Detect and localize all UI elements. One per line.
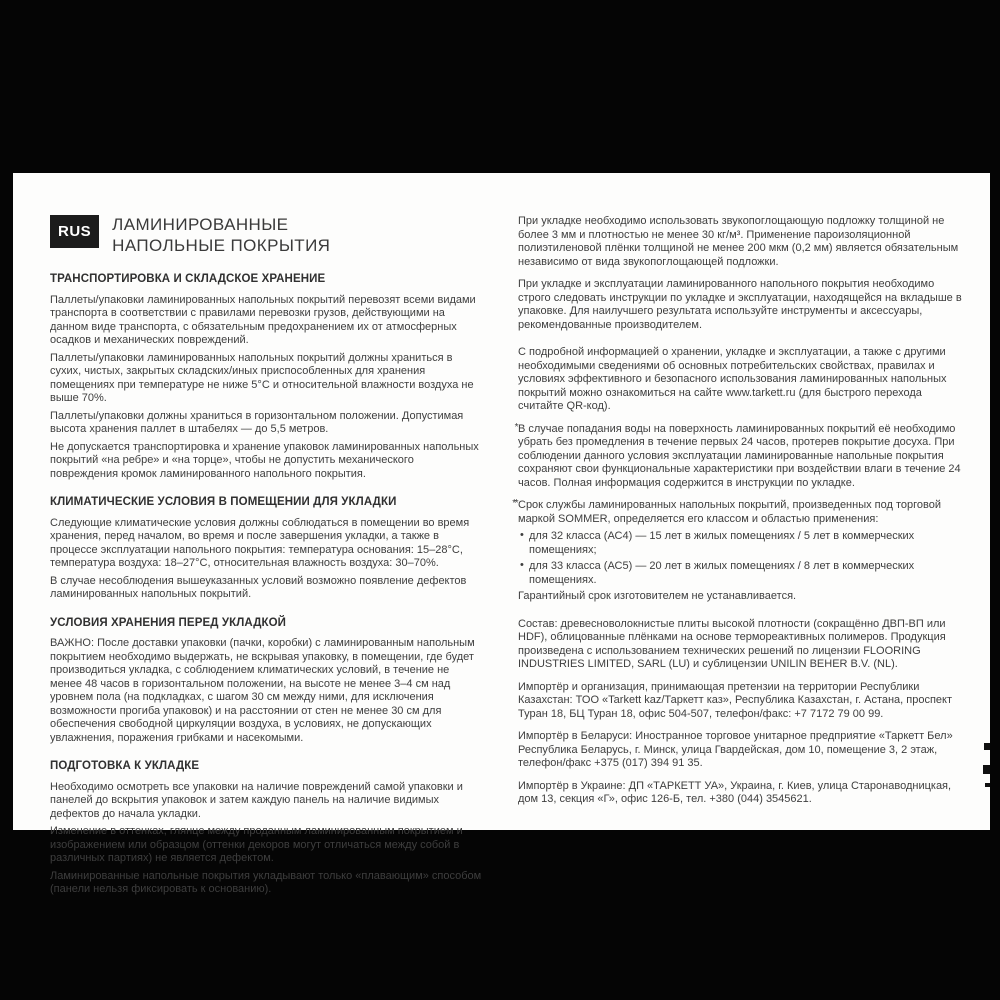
paragraph-composition: Состав: древесноволокнистые плиты высокой плотности (сокращённо ДВП-ВП или HDF), облицованные плёнками на основе термореактивных полимеров. Продукция произведена с использованием технических решений по лицензии FLOORING INDUSTRIES LIMITED, SARL (LU) и сублицензии UNILIN BEHER B.V. (NL). [518,617,946,670]
page-edge-mark [984,743,990,750]
section-climate [50,496,482,602]
bullet-item-class32 [518,530,962,557]
paragraph: ВАЖНО: После доставки упаковки (пачки, коробки) с ламинированным напольным покрытием необходимо выдержать, не вскрывая упаковку, в помещении, где будет производиться укладка, с соблюдением климатических условий, в течение не менее 48 часов в горизонтальном положении, на высоте не менее 3–4 см над уровнем пола (на подкладках, с шагом 30 см между ними, для исключения возможности прогиба упаковок) и на расстоянии от стен не менее 30 см для обеспечения свободной циркуляции воздуха, в условиях, не допускающих увлажнения, поражения грибками и насекомыми. [50,637,475,744]
paragraph: С подробной информацией о хранении, укладке и эксплуатации, а также с другими необходимыми сведениями об основных потребительских свойствах, правилах и условиях эффективного и безопасного использования ламинированных напольных покрытий можно ознакомиться на сайте www.tarkett.ru (для быстрого перехода считайте QR-код). [518,346,947,412]
page-edge-mark [985,783,990,787]
paragraph: Изменение в оттенках, глянце между проданным ламинированным покрытием и изображением или образцом (оттенки декоров могут отличаться между собой в различных партиях) не является дефектом. [50,825,463,864]
document-content [50,215,962,901]
section-transport [50,273,482,481]
section-heading: ТРАНСПОРТИРОВКА И СКЛАДСКОЕ ХРАНЕНИЕ [50,273,326,285]
bullet-icon: • [520,529,524,541]
footnote-service-life [512,498,962,526]
footnote-text: Срок службы ламинированных напольных покрытий, произведенных под торговой маркой SOMMER, определяется его классом и областью применения: [518,499,941,525]
left-column [50,215,482,901]
paragraph-importer-ukraine: Импортёр в Украине: ДП «ТАРКЕТТ УА», Украина, г. Киев, улица Старонаводницкая, дом 13, секция «Г», офис 126-Б, тел. +380 (044) 3545621. [518,779,952,805]
bullet-item-class33 [518,560,962,587]
bullet-icon: • [520,559,524,571]
document-page [13,173,990,895]
paragraph: Необходимо осмотреть все упаковки на наличие повреждений самой упаковки и панелей до вскрытия упаковок и затем каждую панель на наличие видимых дефектов до начала укладки. [50,780,463,820]
footnote-water [514,421,962,491]
paragraph: Паллеты/упаковки должны храниться в горизонтальном положении. Допустимая высота хранения паллет в штабелях — до 5,5 метров. [50,409,464,435]
language-badge: RUS [50,215,99,248]
paragraph: Паллеты/упаковки ламинированных напольных покрытий должны храниться в сухих, чистых, закрытых складских/иных приспособленных для хранения помещениях при температуре не ниже 5°С и относительной влажности воздуха не выше 70%. [50,351,474,404]
page-title [112,215,330,256]
paragraph-importer-belarus: Импортёр в Беларуси: Иностранное торговое унитарное предприятие «Таркетт Бел» Республика Беларусь, г. Минск, улица Гвардейская, дом 10, помещение 3, 2 этаж, телефон/факс +375 (017) 394 91 35. [518,730,953,769]
page-edge-mark [983,765,990,774]
document-header [50,215,482,256]
section-preparation [50,760,482,897]
paragraph: Паллеты/упаковки ламинированных напольных покрытий перевозят всеми видами транспорта в соответствии с правилами перевозки грузов, действующими на данном виде транспорта, с обязательным предохранением их от атмосферных осадков и механических повреждений. [50,293,476,346]
bullet-text: для 32 класса (АС4) — 15 лет в жилых помещениях / 5 лет в коммерческих помещениях; [529,530,915,556]
paragraph: При укладке и эксплуатации ламинированного напольного покрытия необходимо строго следовать инструкции по укладке и эксплуатации, находящейся на вкладыше в упаковке. Для наилучшего результата используйте инструменты и аксессуары, рекомендованные производителем. [518,278,962,331]
paragraph-importer-kazakhstan: Импортёр и организация, принимающая претензии на территории Республики Казахстан: ТОО «Tarkett kaz/Таркетт каз», Республика Казахстан, г. Астана, проспект Туран 18, БЦ Туран 18, офис 504-507, телефон/факс: +7 7172 79 00 99. [518,680,953,720]
footnote-text: В случае попадания воды на поверхность ламинированных покрытий её необходимо убрать без промедления в течение первых 24 часов, протерев покрытие досуха. При соблюдении данного условия эксплуатации ламинированные напольные покрытия сохраняют свои функциональные характеристики при воздействии влаги в течение 24 часов. Полная информация содержится в инструкции по укладке. [518,422,961,489]
paragraph: Не допускается транспортировка и хранение упаковок ламинированных напольных покрытий «на ребре» и «на торце», чтобы не допустить механического повреждения кромок ламинированного напольного покрытия. [50,440,479,480]
section-storage-before-install [50,617,482,746]
paragraph-warranty: Гарантийный срок изготовителем не устанавливается. [518,590,797,602]
section-heading: ПОДГОТОВКА К УКЛАДКЕ [50,760,200,772]
bullet-text: для 33 класса (АС5) — 20 лет в жилых помещениях / 8 лет в коммерческих помещениях. [529,560,915,586]
page-title-line2: НАПОЛЬНЫЕ ПОКРЫТИЯ [112,235,331,255]
paragraph: Следующие климатические условия должны соблюдаться в помещении во время хранения, перед началом, во время и после завершения укладки, а также в процессе эксплуатации напольного покрытия: температура основания: 15–28°С, температура воздуха: 18–27°С, относительная влажность воздуха: 30–70%. [50,516,470,569]
footnote-marker: * [514,421,517,433]
paragraph: В случае несоблюдения вышеуказанных условий возможно появление дефектов ламинированных напольных покрытий. [50,574,467,600]
page-title-line1: ЛАМИНИРОВАННЫЕ [112,215,289,234]
section-heading: УСЛОВИЯ ХРАНЕНИЯ ПЕРЕД УКЛАДКОЙ [50,616,287,629]
paragraph: При укладке необходимо использовать звукопоглощающую подложку толщиной не более 3 мм и плотностью не менее 30 кг/м³. Применение пароизоляционной полиэтиленовой плёнки толщиной не менее 200 мкм (0,2 мм) является обязательным независимо от вида звукопоглощающей подложки. [518,215,959,268]
footnote-marker: ** [512,498,517,509]
section-heading: КЛИМАТИЧЕСКИЕ УСЛОВИЯ В ПОМЕЩЕНИИ ДЛЯ УКЛАДКИ [50,496,397,508]
right-column [512,215,962,901]
paragraph: Ламинированные напольные покрытия укладывают только «плавающим» способом (панели нельзя фиксировать к основанию). [50,869,482,895]
